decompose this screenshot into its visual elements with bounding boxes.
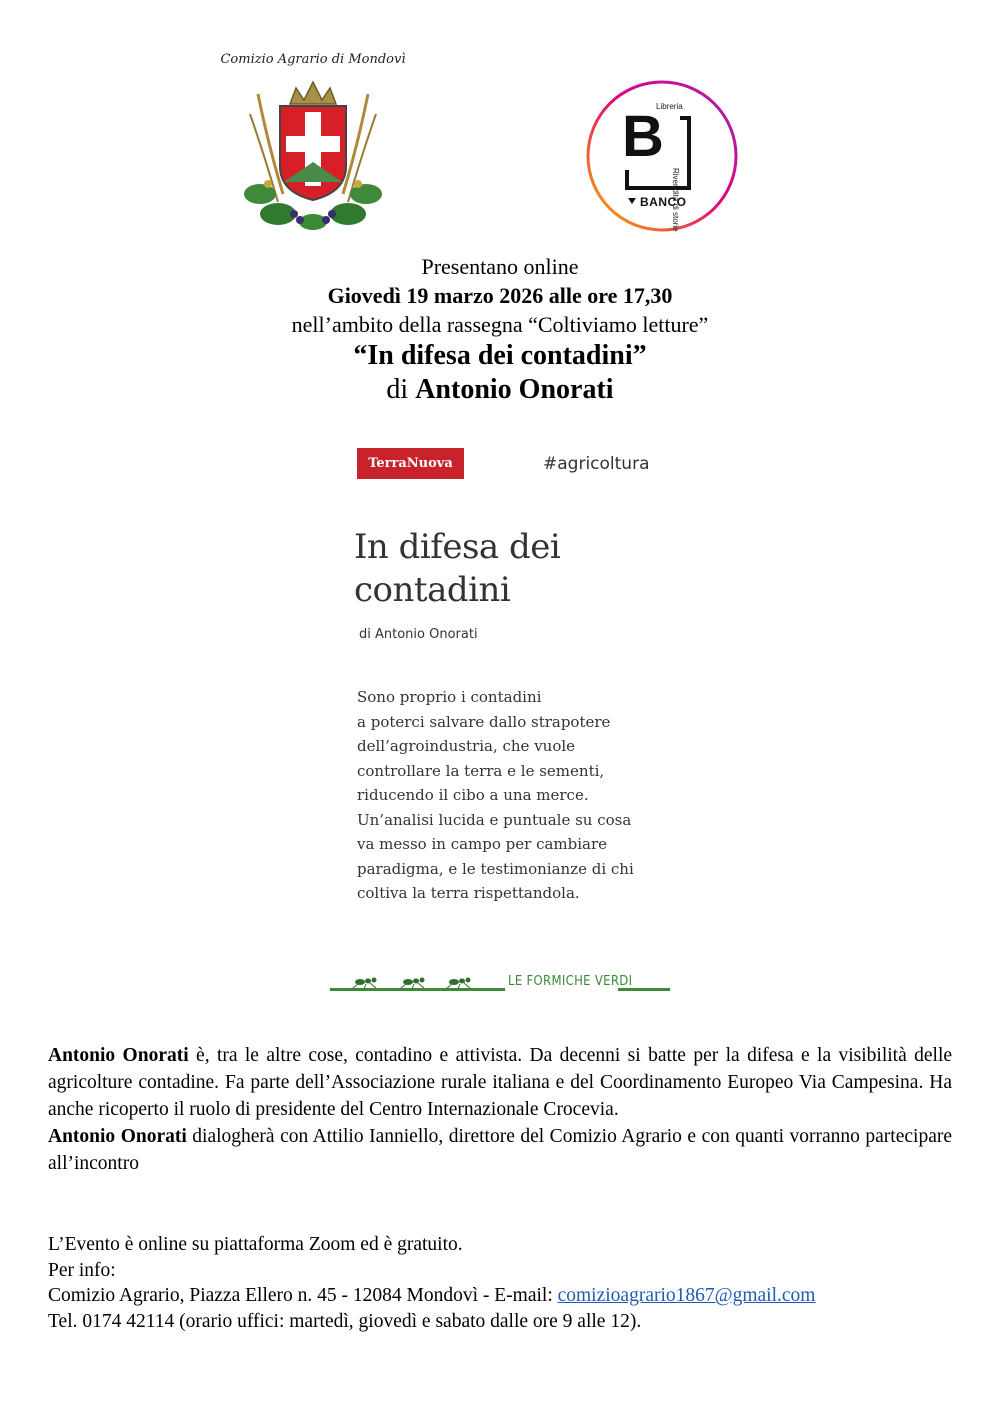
headline-author: Antonio Onorati bbox=[415, 374, 614, 405]
headline-date: Giovedì 19 marzo 2026 alle ore 17,30 bbox=[327, 283, 673, 308]
blurb-line: Un’analisi lucida e puntuale su cosa bbox=[357, 810, 632, 829]
info-phone: Tel. 0174 42114 (orario uffici: martedì, giovedì e sabato dalle ore 9 alle 12). bbox=[48, 1310, 642, 1332]
formiche-verdi-bar bbox=[330, 970, 670, 994]
terranuova-badge: TerraNuova bbox=[357, 448, 464, 479]
info-label: Per info: bbox=[48, 1259, 116, 1281]
bio-paragraph-2 bbox=[48, 1123, 952, 1177]
bio-name-2: Antonio Onorati bbox=[48, 1126, 187, 1147]
blurb-line: dell’agroindustria, che vuole bbox=[357, 737, 576, 755]
bio-paragraph-1 bbox=[48, 1042, 952, 1123]
banco-name: BANCO bbox=[640, 195, 687, 209]
event-info bbox=[48, 1232, 952, 1334]
banco-letter: B bbox=[622, 104, 664, 169]
banco-side-label: Rivendita di storie bbox=[671, 168, 680, 232]
headline-series: nell’ambito della rassegna “Coltiviamo letture” bbox=[291, 312, 709, 337]
bio-name: Antonio Onorati bbox=[48, 1045, 189, 1066]
cover-title-line1: In difesa dei bbox=[354, 527, 561, 567]
blurb-line: va messo in campo per cambiare bbox=[357, 835, 608, 853]
cover-title bbox=[354, 526, 560, 612]
banco-libreria-label: Libreria bbox=[656, 102, 683, 111]
email-link[interactable]: comizioagrario1867@gmail.com bbox=[557, 1285, 816, 1306]
comizio-agrario-logo bbox=[218, 48, 408, 234]
book-cover bbox=[330, 440, 670, 1000]
author-prefix: di bbox=[386, 374, 416, 405]
libreria-banco-logo bbox=[584, 78, 740, 234]
headline-book-title: “In difesa dei contadini” bbox=[353, 340, 647, 371]
bio-text-2: dialogherà con Attilio Ianniello, direttore del Comizio Agrario e con quanti vorranno partecipare all’incontro bbox=[48, 1126, 953, 1174]
blurb-line: paradigma, e le testimonianze di chi bbox=[357, 859, 634, 878]
cover-blurb bbox=[357, 685, 634, 906]
bio-text: è, tra le altre cose, contadino e attivista. Da decenni si batte per la difesa e la visibilità delle agricolture contadine. Fa parte dell’Associazione rurale italiana e del Coordinamento Europeo Via Campesina. Ha anche ricoperto il ruolo di presidente del Centro Internazionale Crocevia. bbox=[48, 1045, 953, 1120]
blurb-line: a poterci salvare dallo strapotere bbox=[357, 712, 611, 731]
comizio-logo-title: Comizio Agrario di Mondovì bbox=[220, 52, 406, 67]
headline-presentano: Presentano online bbox=[421, 254, 579, 279]
info-address-line bbox=[48, 1283, 952, 1309]
blurb-line: Sono proprio i contadini bbox=[357, 688, 542, 706]
blurb-line: controllare la terra e le sementi, bbox=[357, 761, 605, 780]
headline-author-line bbox=[0, 373, 1000, 407]
cover-title-line2: contadini bbox=[354, 570, 511, 610]
info-address: Comizio Agrario, Piazza Ellero n. 45 - 12084 Mondovì - E-mail: bbox=[48, 1285, 558, 1306]
event-headline bbox=[0, 252, 1000, 407]
series-name: LE FORMICHE VERDI bbox=[508, 974, 633, 989]
cover-author: di Antonio Onorati bbox=[359, 627, 478, 642]
author-bio bbox=[48, 1042, 952, 1177]
cover-hashtag: #agricoltura bbox=[543, 454, 650, 474]
blurb-line: coltiva la terra rispettandola. bbox=[357, 884, 580, 902]
info-event-line: L’Evento è online su piattaforma Zoom ed è gratuito. bbox=[48, 1234, 463, 1255]
comizio-crest-icon bbox=[238, 74, 388, 232]
blurb-line: riducendo il cibo a una merce. bbox=[357, 786, 589, 804]
